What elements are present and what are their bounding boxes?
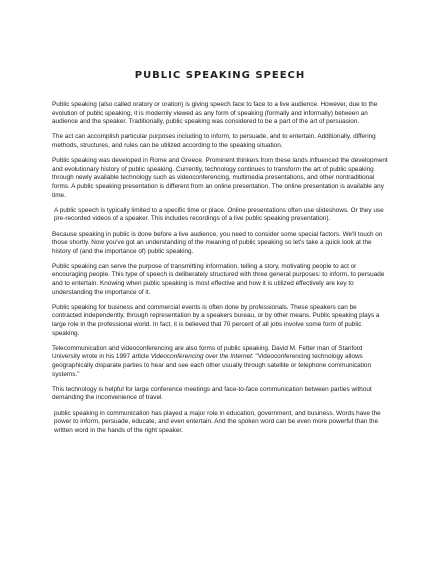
paragraph-purposes: The act can accomplish particular purposes including to inform, to persuade, and to entertain. Additionally, differing methods, structures, and rules can be utilized according to the speaking situation. [52, 133, 376, 149]
paragraph-definition: Public speaking (also called oratory or oration) is giving speech face to face to a live audience. However, due to the evolution of public speaking, it is modernly viewed as any form of speaking (formally and informally) between an audience and the speaker. Traditionally, public speaking was considered to be a part of the art of persuasion. [52, 101, 378, 126]
paragraph-telecommunication [52, 345, 388, 379]
paragraph-business: Public speaking for business and commercial events is often done by professionals. These speakers can be contracted independently, through representation by a speakers bureau, or by other means. Public speaking plays a large role in the professional world. In fact, it is believed that 70 percent of all jobs involve some form of public speaking. [52, 303, 380, 337]
paragraph-conclusion: public speaking in communication has played a major role in education, government, and business. Words have the power to inform, persuade, educate, and even entertain. And the spoken word can be even more powerful than the written word in the hands of the right speaker. [54, 409, 381, 434]
paragraph-conference: This technology is helpful for large conference meetings and face-to-face communication between parties without demanding the inconvenience of travel. [52, 385, 372, 402]
telecom-text-before: Telecommunication and videoconferencing are also forms of public speaking. David M. Fetter man of Stanford University wrote in his 1997 article [52, 344, 363, 361]
document-title: PUBLIC SPEAKING SPEECH [134, 70, 306, 81]
paragraph-transmitting: Public speaking can serve the purpose of transmitting information, telling a story, motivating people to act or encouraging people. This type of speech is deliberately structured with three general purposes: to inform, to persuade and to entertain. Knowing when public speaking is most effective and how it is utilized effectively are key to understanding the importance of it. [52, 262, 385, 296]
paragraph-history: Public speaking was developed in Rome and Greece. Prominent thinkers from these lands influenced the development and evolutionary history of public speaking. Currently, technology continues to transform the art of public speaking through newly available technology such as videoconferencing, multimedia presentations, and other nontraditional forms. A public speaking presentation is different from an online presentation. The online presentation is available any time. [52, 157, 388, 199]
paragraph-live-audience: Because speaking in public is done before a live audience, you need to consider some special factors. We'll touch on those shortly. Now you've got an understanding of the meaning of public speaking so let's take a quick look at the history of (and the importance of) public speaking. [52, 230, 383, 255]
article-title: Videoconferencing over the Internet [150, 353, 252, 361]
paragraph-online: A public speech is typically limited to a specific time or place. Online presentations often use slideshows. Or they use pre-recorded videos of a speaker. This includes recordings of a live public speaking presentation). [54, 206, 384, 223]
telecom-text-after: : "Videoconferencing technology allows geographically disparate parties to hear and see each other usually through satellite or telephone communication systems." [52, 353, 372, 378]
